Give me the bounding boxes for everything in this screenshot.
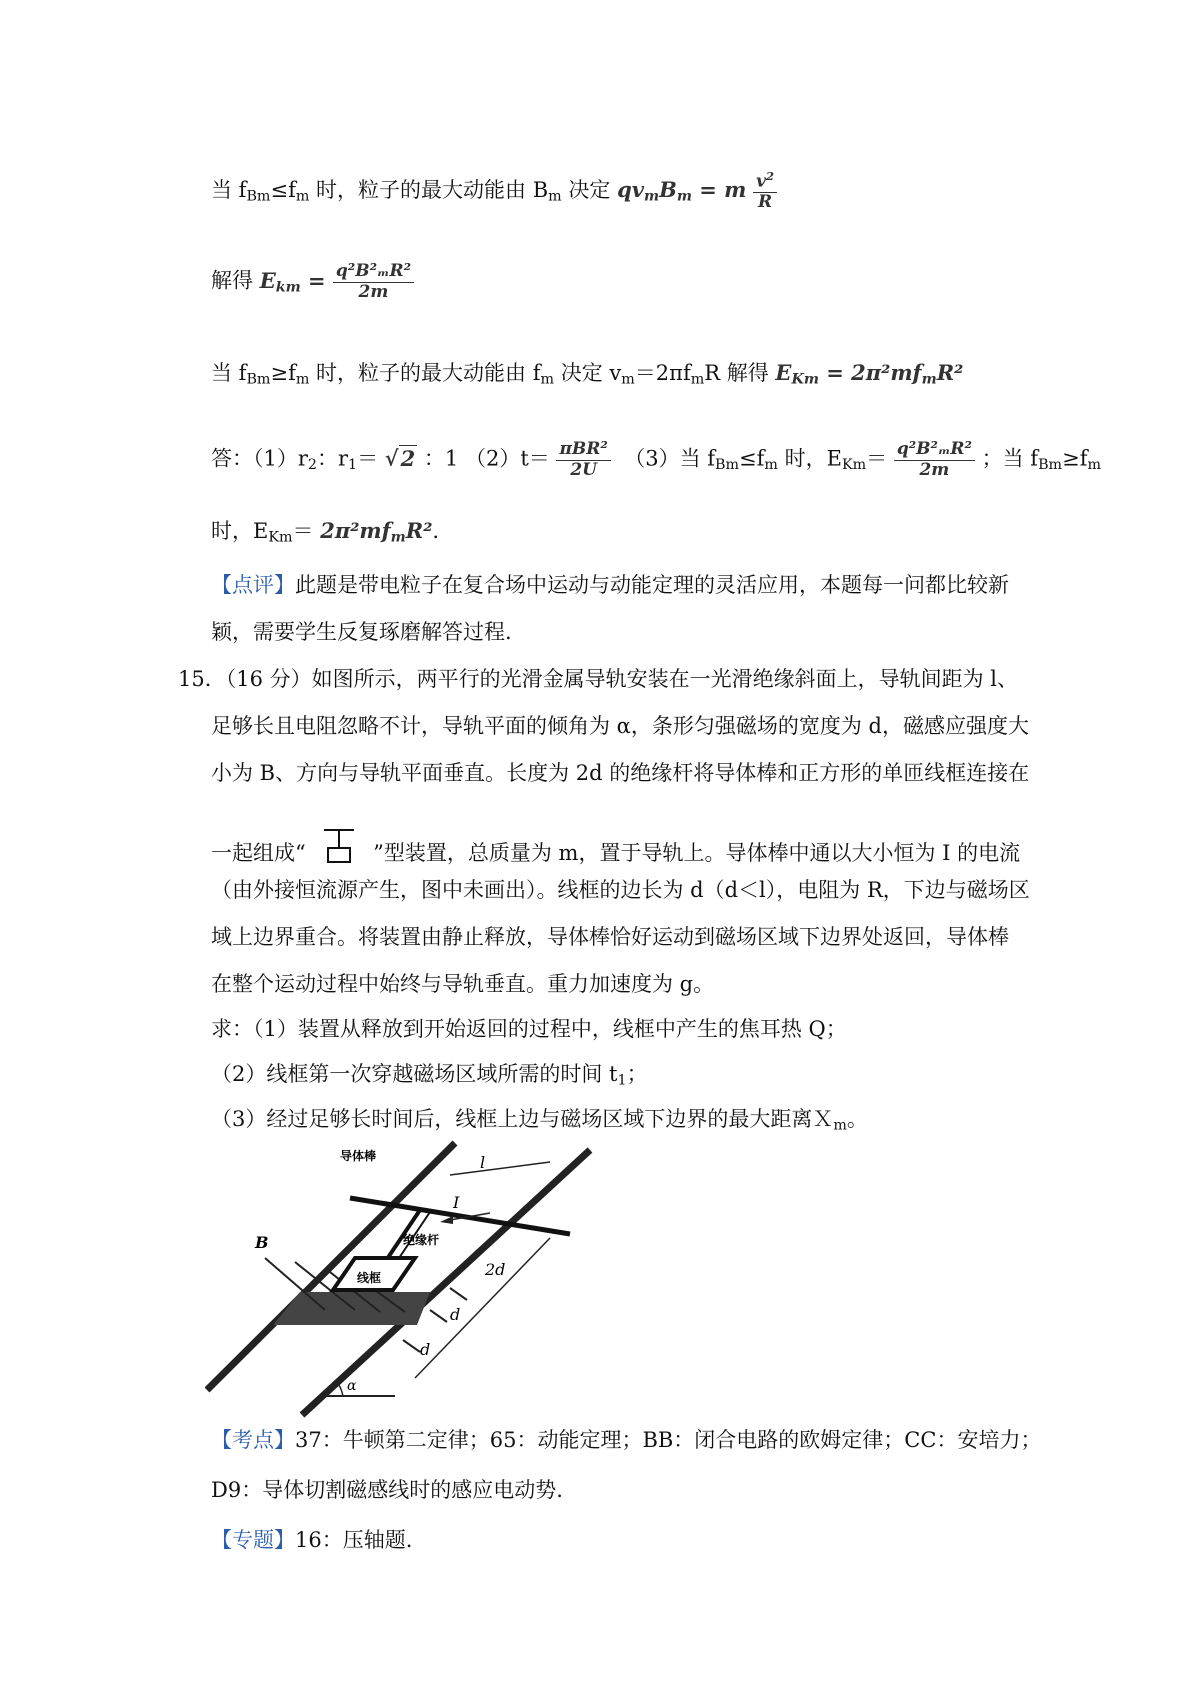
label-d-lower: d — [420, 1340, 431, 1359]
device-shape-icon — [318, 826, 360, 868]
question-line-7: 在整个运动过程中始终与导轨垂直。重力加速度为 g。 — [211, 972, 715, 996]
kaodian-line-2: D9：导体切割磁感线时的感应电动势. — [211, 1478, 563, 1502]
question-line-10: （3）经过足够长时间后，线框上边与磁场区域下边界的最大距离Ｘ$_m$。 — [211, 1107, 868, 1134]
sqrt-2: √2 — [384, 445, 416, 471]
label-alpha: α — [347, 1378, 357, 1394]
label-insulator: 绝缘杆 — [403, 1233, 440, 1247]
magnetic-field-region — [273, 1292, 430, 1325]
formula-qvb: $qv_mB_m = m$ — [617, 176, 747, 205]
solution-line-1: 当 $f_{Bm}\le f_m$ 时，粒子的最大动能由 $B_m$ 决定 $qv_mB_m = m$ $\frac{v^2}{R}$ — [211, 170, 777, 213]
kaodian-tag: 【考点】 — [211, 1428, 295, 1452]
formula-ekm-freq: $E_{Km} = 2\pi^2mf_mR^2$ — [775, 360, 964, 388]
comment-line-2: 颖，需要学生反复琢磨解答过程. — [211, 620, 512, 644]
kaodian-line-1: 【考点】37：牛顿第二定律；65：动能定理；BB：闭合电路的欧姆定律；CC：安培力； — [211, 1428, 1042, 1452]
answer-line-1: 答：$(1)r_2$：$r_1= √2$ ：1 （2）t＝ $\frac{\text{πBR²}}{2U}$ （3）当 $f_{Bm}\le f_m$ 时，$E_{Km}=$ $\frac{\text{q²B²ₘR²}}{2m}$ ；当 $f_{Bm}\ge f_m$ — [211, 439, 1101, 480]
label-l: l — [480, 1153, 486, 1172]
label-conductor-rod: 导体棒 — [340, 1149, 377, 1163]
comment-line-1: 【点评】此题是带电粒子在复合场中运动与动能定理的灵活应用，本题每一问都比较新 — [211, 573, 1009, 597]
solution-line-3: 当 $f_{Bm}\ge f_m$ 时，粒子的最大动能由 $f_m$ 决定 $v_m=2\pi f_mR$ 解得 $E_{Km} = 2\pi^2mf_mR^2$ — [211, 360, 964, 388]
fraction-time: $\frac{\text{πBR²}}{2U}$ — [556, 440, 610, 480]
label-b-field: B — [255, 1233, 269, 1252]
zhuanti-line: 【专题】16：压轴题. — [211, 1528, 413, 1552]
label-d-upper: d — [450, 1305, 461, 1324]
question-line-2: 足够长且电阻忽略不计，导轨平面的倾角为 α，条形匀强磁场的宽度为 d，磁感应强度大 — [211, 714, 1029, 738]
label-current: I — [453, 1193, 460, 1212]
zhuanti-tag: 【专题】 — [211, 1528, 295, 1552]
question-line-4: 一起组成“ ”型装置，总质量为 m，置于导轨上。导体棒中通以大小恒为 I 的电流 — [211, 826, 1020, 868]
question-line-3: 小为 B、方向与导轨平面垂直。长度为 2d 的绝缘杆将导体棒和正方形的单匝线框连接在 — [211, 761, 1030, 785]
fraction-ekm: $\frac{\text{q²B²ₘR²}}{2m}$ — [333, 262, 414, 302]
rail-device-figure — [205, 1140, 610, 1420]
fraction-v2-r: $\frac{v^2}{R}$ — [753, 170, 777, 213]
label-wire-frame: 线框 — [357, 1271, 382, 1285]
solution-line-2: 解得 $E_{km}$ = $\frac{\text{q²B²ₘR²}}{2m}$ — [211, 262, 414, 302]
comment-tag: 【点评】 — [211, 573, 295, 597]
label-2d: 2d — [485, 1260, 506, 1279]
question-line-8: 求：（1）装置从释放到开始返回的过程中，线框中产生的焦耳热 Q； — [211, 1017, 847, 1041]
rail-left — [207, 1143, 455, 1390]
question-line-1: 15．（16 分）如图所示，两平行的光滑金属导轨安装在一光滑绝缘斜面上，导轨间距为 l、 — [178, 667, 1019, 691]
question-line-9: （2）线框第一次穿越磁场区域所需的时间 $t_1$； — [211, 1062, 648, 1089]
question-line-5: （由外接恒流源产生，图中未画出）。线框的边长为 d（d＜l），电阻为 R，下边与磁场区 — [211, 878, 1030, 902]
fraction-ekm-answer: $\frac{\text{q²B²ₘR²}}{2m}$ — [894, 440, 975, 480]
answer-line-2: 时，$E_{Km}= 2\pi^2mf_mR^2$. — [211, 518, 440, 546]
question-line-6: 域上边界重合。将装置由静止释放，导体棒恰好运动到磁场区域下边界处返回，导体棒 — [211, 925, 1009, 949]
